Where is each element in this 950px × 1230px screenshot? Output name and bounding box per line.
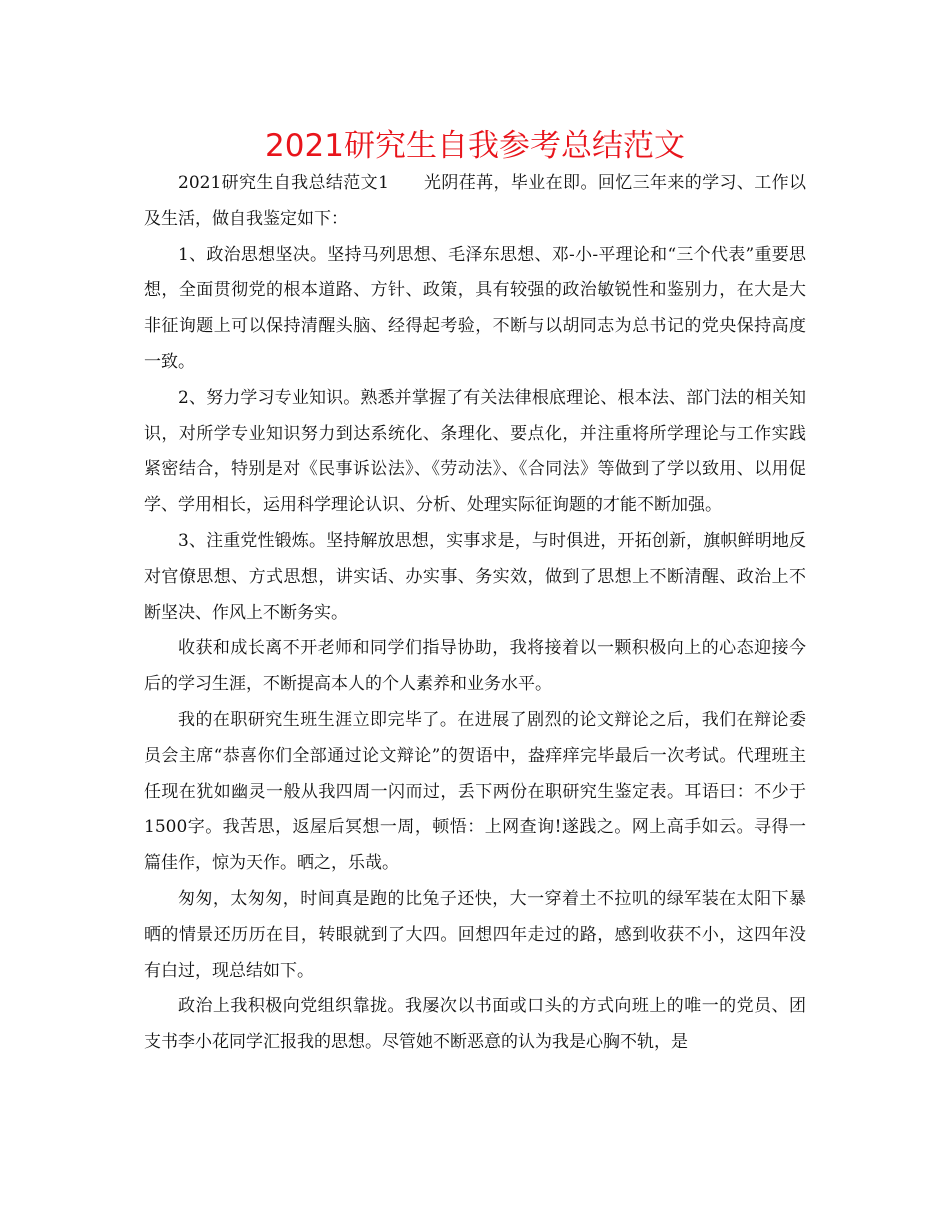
paragraph-time-flies: 匆匆，太匆匆，时间真是跑的比兔子还快，大一穿着土不拉叽的绿军装在太阳下暴晒的情景还历历在目，转眼就到了大四。回想四年走过的路，感到收获不小，这四年没有白过，现总结如下。 (144, 888, 806, 981)
paragraph-political-progress: 政治上我积极向党组织靠拢。我屡次以书面或口头的方式向班上的唯一的党员、团支书李小花同学汇报我的思想。尽管她不断恶意的认为我是心胸不轨，是 (144, 996, 806, 1053)
document-title: 2021研究生自我参考总结范文 (265, 128, 685, 164)
paragraph-graduate-class: 我的在职研究生班生涯立即完毕了。在进展了剧烈的论文辩论之后，我们在辩论委员会主席“恭喜你们全部通过论文辩论”的贺语中，盎痒痒完毕最后一次考试。代理班主任现在犹如幽灵一般从我四周一闪而过，丢下两份在职研究生鉴定表。耳语曰：不少于1500字。我苦思，返屋后冥想一周，顿悟：上网查询!遂践之。网上高手如云。寻得一篇佳作，惊为天作。晒之，乐哉。 (144, 709, 806, 874)
paragraph-gratitude: 收获和成长离不开老师和同学们指导协助，我将接着以一颗积极向上的心态迎接今后的学习生涯，不断提高本人的个人素养和业务水平。 (144, 638, 806, 695)
paragraph-party-training: 3、注重党性锻炼。坚持解放思想，实事求是，与时俱进，开拓创新，旗帜鲜明地反对官僚思想、方式思想，讲实话、办实事、务实效，做到了思想上不断清醒、政治上不断坚决、作风上不断务实。 (144, 530, 806, 623)
paragraph-political-thought: 1、政治思想坚决。坚持马列思想、毛泽东思想、邓-小-平理论和“三个代表”重要思想，全面贯彻党的根本道路、方针、政策，具有较强的政治敏锐性和鉴别力，在大是大非征询题上可以保持清醒头脑、经得起考验，不断与以胡同志为总书记的党央保持高度一致。 (144, 244, 806, 372)
paragraph-professional-study: 2、努力学习专业知识。熟悉并掌握了有关法律根底理论、根本法、部门法的相关知识，对所学专业知识努力到达系统化、条理化、要点化，并注重将所学理论与工作实践紧密结合，特别是对《民事诉讼法》、《劳动法》、《合同法》等做到了学以致用、以用促学、学用相长，运用科学理论认识、分析、处理实际征询题的才能不断加强。 (144, 387, 806, 516)
paragraph-intro: 2021研究生自我总结范文1 光阴荏苒，毕业在即。回忆三年来的学习、工作以及生活，做自我鉴定如下： (144, 173, 806, 229)
document-body (144, 166, 806, 1061)
